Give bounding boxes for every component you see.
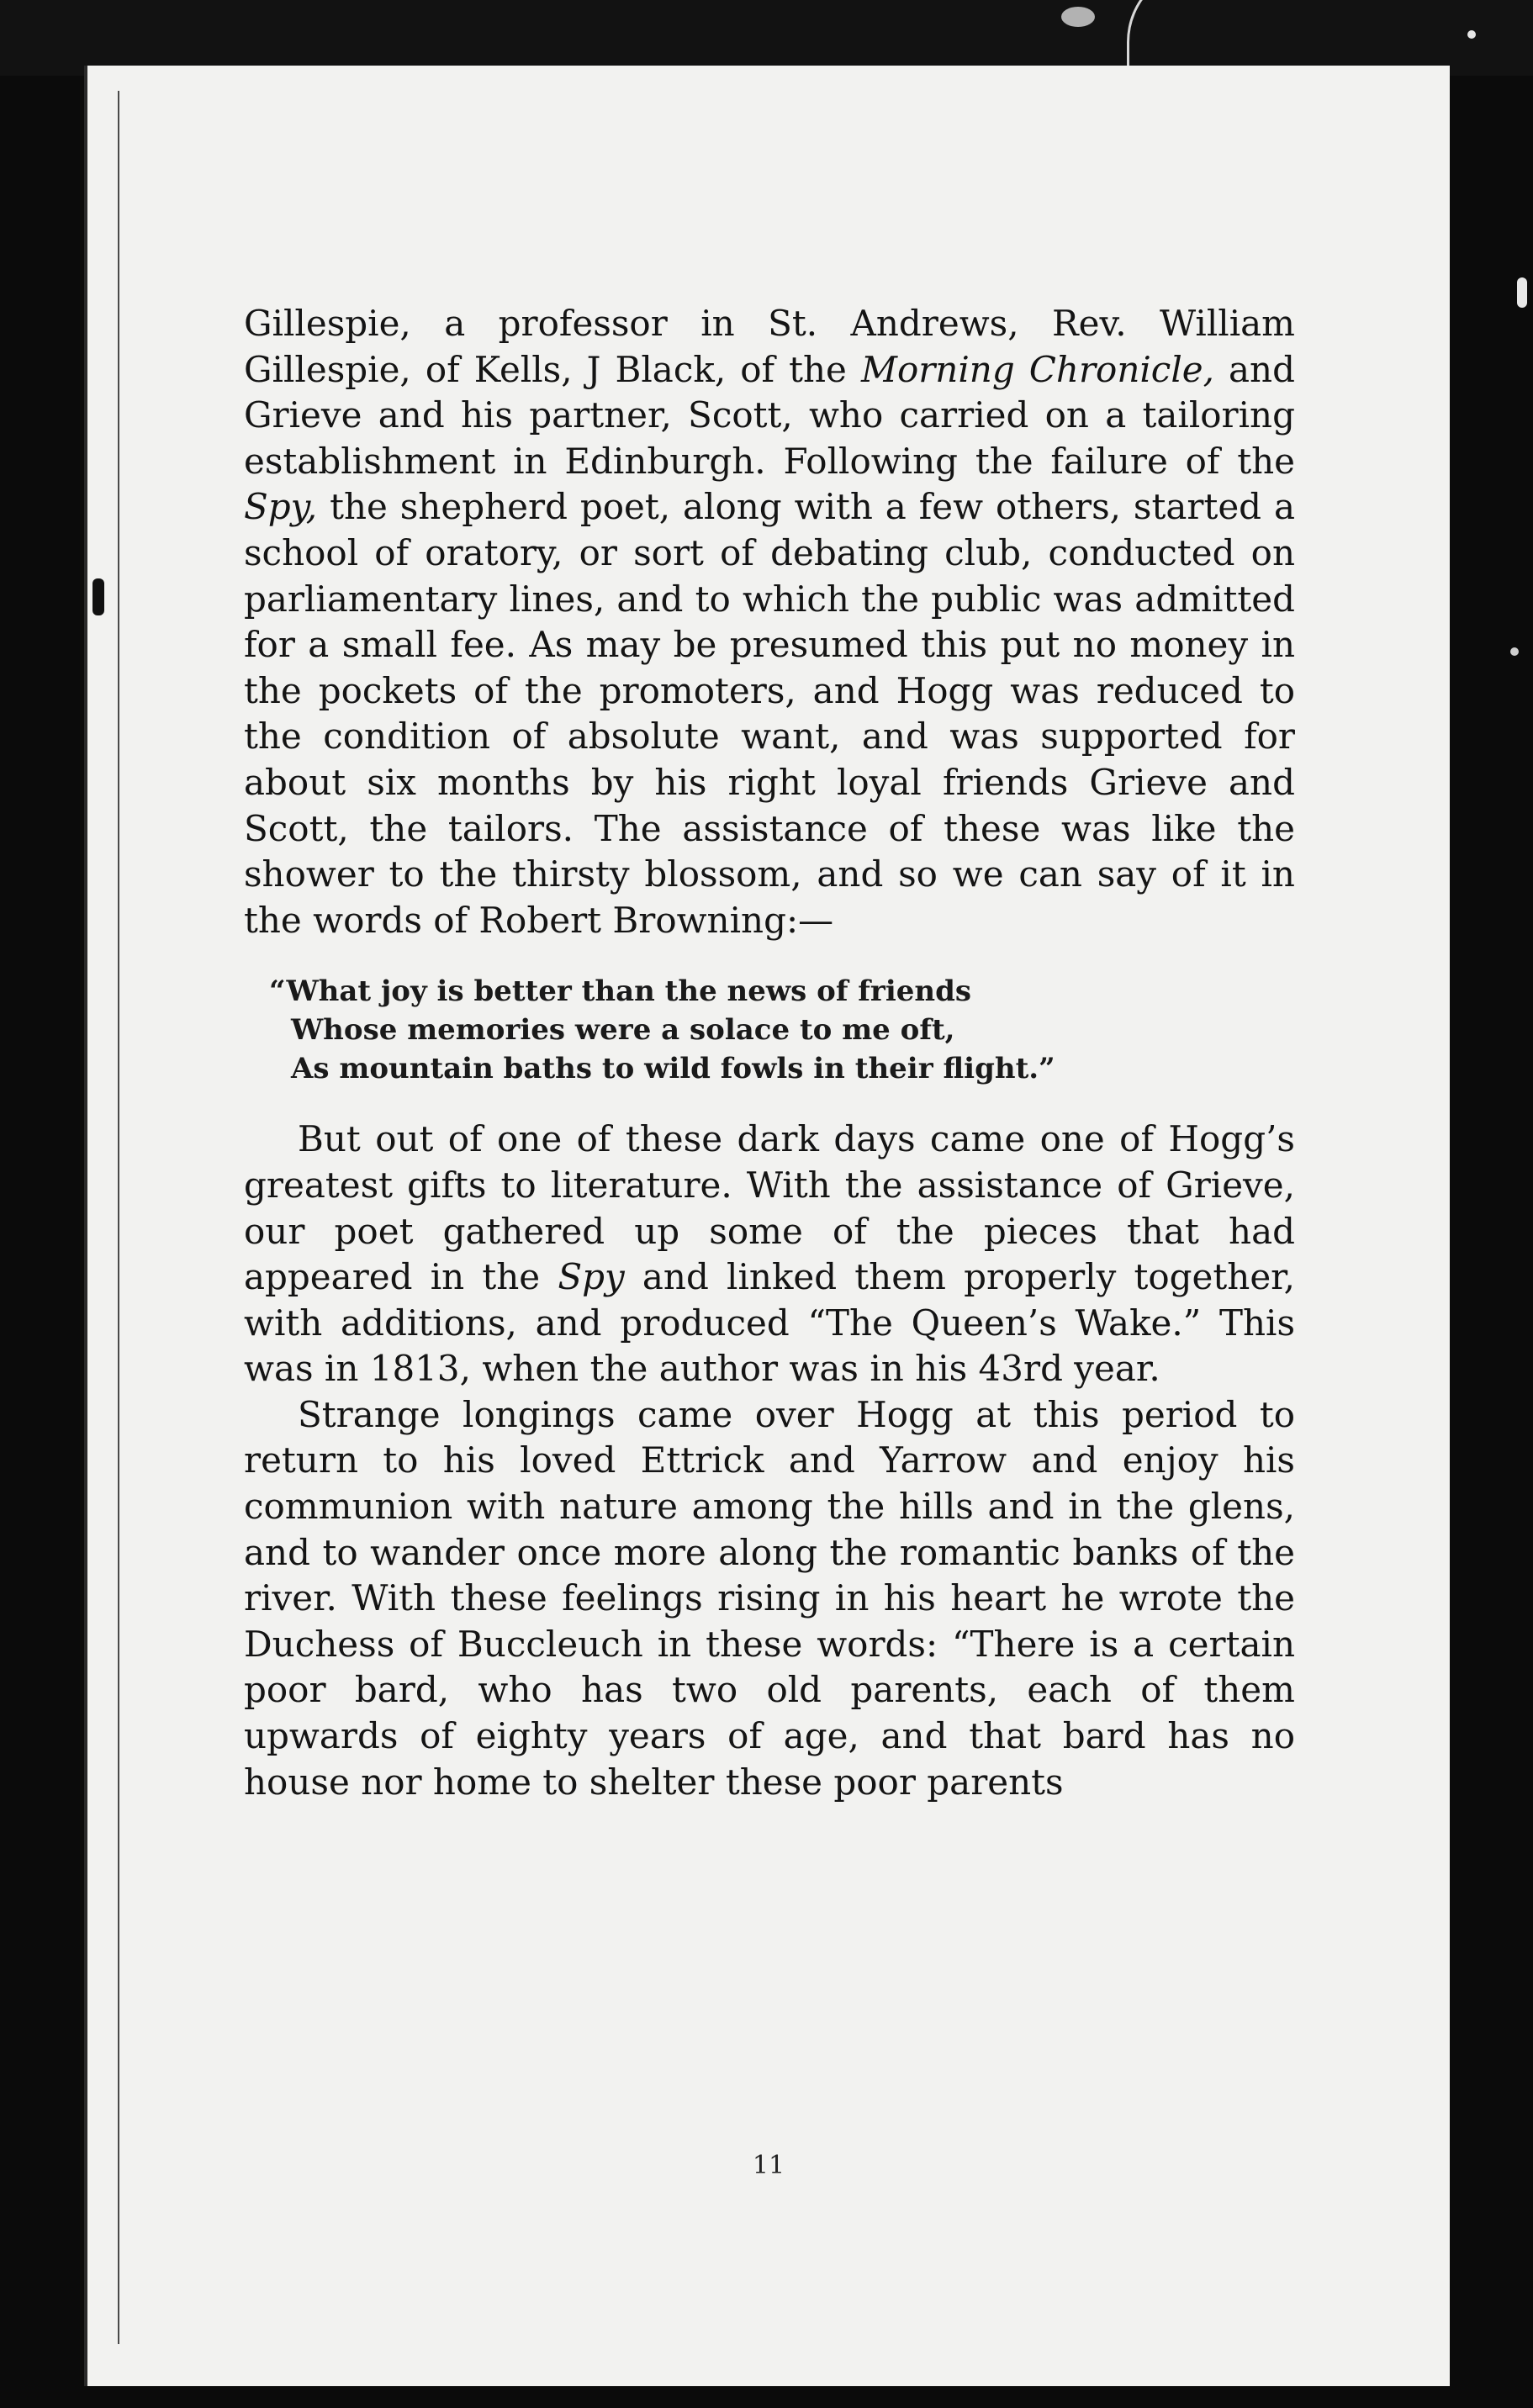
- verse-quote: [269, 972, 1295, 1088]
- paragraph-1-text-b: and Grieve and his partner, Scott, who carried on a tailoring establishment in Edinburgh. Following the failure of the: [244, 348, 1295, 482]
- paragraph-3: Strange longings came over Hogg at this period to return to his loved Ettrick and Yarrow and enjoy his communion with nature among the hills and in the glens, and to wander once more along the romantic banks of the river. With these feelings rising in his heart he wrote the Duchess of Buccleuch in these words: “There is a certain poor bard, who has two old parents, each of them upwards of eighty years of age, and that bard has no house nor home to shelter these poor parents: [244, 1393, 1295, 1803]
- quote-line-1: “What joy is better than the news of friends: [269, 974, 972, 1009]
- scan-dot-right: [1510, 647, 1519, 656]
- paragraph-2: [244, 1117, 1295, 1392]
- scan-border-top: [0, 0, 1533, 76]
- scan-artifact-curve: [1127, 0, 1205, 70]
- paragraph-2-text-b: and linked them properly together, with additions, and produced “The Queen’s Wake.” This was in 1813, when the author was in his 43rd year.: [244, 1256, 1295, 1390]
- paragraph-2-text-a: But out of one of these dark days came one of Hogg’s greatest gifts to literature. With the assistance of Grieve, our poet gathered up some of the pieces that had appeared in the: [244, 1118, 1295, 1298]
- binding-mark: [93, 578, 104, 615]
- italic-spy-title-2: Spy: [558, 1256, 625, 1298]
- scan-speck: [1061, 7, 1095, 27]
- book-page: [84, 66, 1450, 2386]
- italic-spy-title: Spy,: [244, 486, 318, 528]
- paragraph-1-text-a: Gillespie, a professor in St. Andrews, Rev. William Gillespie, of Kells, J Black, of the: [244, 303, 1295, 390]
- scan-dot: [1467, 30, 1476, 39]
- italic-newspaper-title: Morning Chronicle,: [860, 348, 1214, 390]
- page-number: 11: [752, 2151, 785, 2180]
- paragraph-1: [244, 301, 1295, 943]
- quote-line-3: As mountain baths to wild fowls in their flight.”: [291, 1052, 1055, 1086]
- quote-line-2: Whose memories were a solace to me oft,: [291, 1013, 955, 1048]
- scan-speck-right: [1517, 277, 1527, 308]
- paragraph-1-text-c: the shepherd poet, along with a few others, started a school of oratory, or sort of debating club, conducted on parliamentary lines, and to which the public was admitted for a small fee. As may be presumed this put no money in the pockets of the promoters, and Hogg was reduced to the condition of absolute want, and was supported for about six months by his right loyal friends Grieve and Scott, the tailors. The assistance of these was like the shower to the thirsty blossom, and so we can say of it in the words of Robert Browning:—: [244, 486, 1295, 941]
- page-gutter-line: [118, 91, 119, 2344]
- body-text: [244, 301, 1295, 1805]
